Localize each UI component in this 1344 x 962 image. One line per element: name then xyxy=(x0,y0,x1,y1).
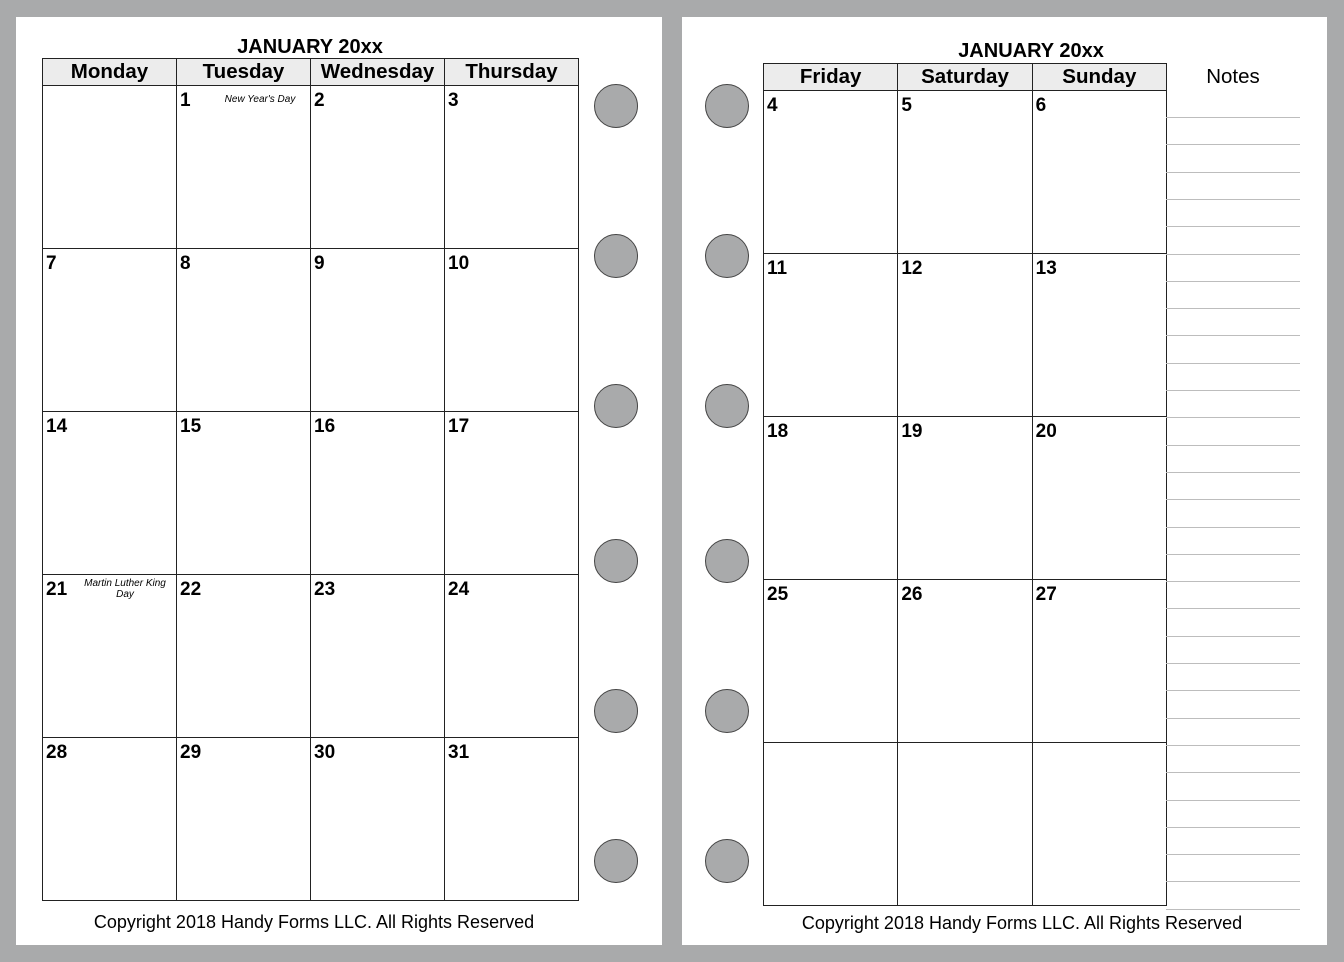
day-number: 21 xyxy=(46,579,68,600)
day-number: 30 xyxy=(314,742,336,763)
weekday-header-sunday: Sunday xyxy=(1032,64,1166,91)
day-cell[interactable] xyxy=(311,412,445,575)
day-cell[interactable] xyxy=(1032,580,1166,743)
day-number: 12 xyxy=(901,258,923,279)
note-line xyxy=(1166,472,1300,473)
binder-hole xyxy=(705,539,749,583)
week-row xyxy=(43,412,579,575)
note-line xyxy=(1166,800,1300,801)
weekday-header-wednesday: Wednesday xyxy=(311,59,445,86)
week-row xyxy=(764,417,1167,580)
day-number: 25 xyxy=(767,584,789,605)
note-line xyxy=(1166,445,1300,446)
holiday-label: Martin Luther King Day xyxy=(84,578,166,600)
day-number: 20 xyxy=(1035,421,1057,442)
weekday-header-friday: Friday xyxy=(764,64,898,91)
binder-hole xyxy=(705,384,749,428)
week-row xyxy=(43,86,579,249)
day-number: 18 xyxy=(767,421,789,442)
day-cell[interactable] xyxy=(764,417,898,580)
note-line xyxy=(1166,117,1300,118)
day-number: 6 xyxy=(1035,95,1047,116)
weekday-header-monday: Monday xyxy=(43,59,177,86)
day-cell[interactable] xyxy=(177,249,311,412)
note-line xyxy=(1166,608,1300,609)
left-copyright: Copyright 2018 Handy Forms LLC. All Rights Reserved xyxy=(93,912,535,932)
note-line xyxy=(1166,363,1300,364)
day-cell[interactable] xyxy=(177,738,311,901)
day-number: 15 xyxy=(180,416,202,437)
weekday-header-tuesday: Tuesday xyxy=(177,59,311,86)
day-cell[interactable] xyxy=(898,91,1032,254)
left-calendar-grid xyxy=(42,58,579,901)
day-cell[interactable] xyxy=(43,738,177,901)
note-line xyxy=(1166,226,1300,227)
day-number: 23 xyxy=(314,579,336,600)
note-line xyxy=(1166,772,1300,773)
day-cell[interactable] xyxy=(445,86,579,249)
day-number: 29 xyxy=(180,742,202,763)
right-calendar-grid xyxy=(763,63,1167,906)
day-cell[interactable] xyxy=(311,86,445,249)
binder-hole xyxy=(594,84,638,128)
note-line xyxy=(1166,690,1300,691)
note-line xyxy=(1166,909,1300,910)
note-line xyxy=(1166,554,1300,555)
note-line xyxy=(1166,254,1300,255)
day-number: 1 xyxy=(180,90,191,111)
notes-heading: Notes xyxy=(1206,65,1260,88)
binder-hole xyxy=(705,84,749,128)
day-number: 2 xyxy=(314,90,325,111)
binder-hole xyxy=(594,539,638,583)
day-number: 13 xyxy=(1035,258,1057,279)
note-line xyxy=(1166,417,1300,418)
day-cell[interactable] xyxy=(898,254,1032,417)
note-line xyxy=(1166,335,1300,336)
day-cell[interactable] xyxy=(1032,254,1166,417)
left-month-title: JANUARY 20xx xyxy=(237,36,383,58)
note-line xyxy=(1166,854,1300,855)
week-row xyxy=(764,743,1167,906)
day-cell[interactable] xyxy=(1032,417,1166,580)
day-number: 31 xyxy=(448,742,470,763)
note-line xyxy=(1166,881,1300,882)
note-line xyxy=(1166,745,1300,746)
binder-hole xyxy=(594,839,638,883)
day-cell[interactable] xyxy=(1032,91,1166,254)
binder-hole xyxy=(594,689,638,733)
note-line xyxy=(1166,581,1300,582)
day-cell[interactable] xyxy=(177,86,311,249)
note-line xyxy=(1166,827,1300,828)
binder-hole xyxy=(705,234,749,278)
day-cell[interactable] xyxy=(764,743,898,906)
day-number: 28 xyxy=(46,742,68,763)
day-cell[interactable] xyxy=(43,412,177,575)
note-line xyxy=(1166,499,1300,500)
day-cell[interactable] xyxy=(445,249,579,412)
day-cell[interactable] xyxy=(177,575,311,738)
week-row xyxy=(764,91,1167,254)
day-number: 26 xyxy=(901,584,923,605)
day-number: 9 xyxy=(314,253,325,274)
note-line xyxy=(1166,718,1300,719)
day-cell[interactable] xyxy=(898,417,1032,580)
right-copyright: Copyright 2018 Handy Forms LLC. All Rights Reserved xyxy=(801,913,1243,933)
day-number: 22 xyxy=(180,579,202,600)
note-line xyxy=(1166,172,1300,173)
day-number: 10 xyxy=(448,253,470,274)
binder-hole xyxy=(705,689,749,733)
binder-hole xyxy=(594,384,638,428)
day-cell[interactable] xyxy=(764,254,898,417)
day-cell[interactable] xyxy=(764,91,898,254)
day-number: 16 xyxy=(314,416,336,437)
day-number: 27 xyxy=(1035,584,1057,605)
day-cell[interactable] xyxy=(764,580,898,743)
day-cell[interactable] xyxy=(311,249,445,412)
day-number: 24 xyxy=(448,579,470,600)
day-cell[interactable] xyxy=(445,412,579,575)
day-cell[interactable] xyxy=(43,249,177,412)
note-line xyxy=(1166,663,1300,664)
day-cell[interactable] xyxy=(43,575,177,738)
day-number: 8 xyxy=(180,253,191,274)
day-cell[interactable] xyxy=(898,580,1032,743)
day-cell[interactable] xyxy=(177,412,311,575)
day-cell[interactable] xyxy=(311,575,445,738)
day-cell[interactable] xyxy=(43,86,177,249)
binder-hole xyxy=(594,234,638,278)
day-cell[interactable] xyxy=(311,738,445,901)
holiday-label: New Year's Day xyxy=(224,94,296,105)
week-row xyxy=(764,580,1167,743)
day-number: 17 xyxy=(448,416,470,437)
day-number: 5 xyxy=(901,95,912,116)
right-month-title: JANUARY 20xx xyxy=(958,40,1104,62)
day-cell[interactable] xyxy=(445,575,579,738)
day-cell[interactable] xyxy=(898,743,1032,906)
day-number: 7 xyxy=(46,253,57,274)
note-line xyxy=(1166,281,1300,282)
note-line xyxy=(1166,144,1300,145)
note-line xyxy=(1166,527,1300,528)
week-row xyxy=(43,738,579,901)
note-line xyxy=(1166,199,1300,200)
week-row xyxy=(43,575,579,738)
day-number: 19 xyxy=(901,421,923,442)
note-line xyxy=(1166,636,1300,637)
day-number: 11 xyxy=(767,258,788,279)
day-cell[interactable] xyxy=(445,738,579,901)
day-number: 3 xyxy=(448,90,459,111)
week-row xyxy=(43,249,579,412)
day-cell[interactable] xyxy=(1032,743,1166,906)
note-line xyxy=(1166,308,1300,309)
day-number: 14 xyxy=(46,416,68,437)
weekday-header-thursday: Thursday xyxy=(445,59,579,86)
weekday-header-saturday: Saturday xyxy=(898,64,1032,91)
day-number: 4 xyxy=(767,95,778,116)
week-row xyxy=(764,254,1167,417)
binder-hole xyxy=(705,839,749,883)
note-line xyxy=(1166,390,1300,391)
